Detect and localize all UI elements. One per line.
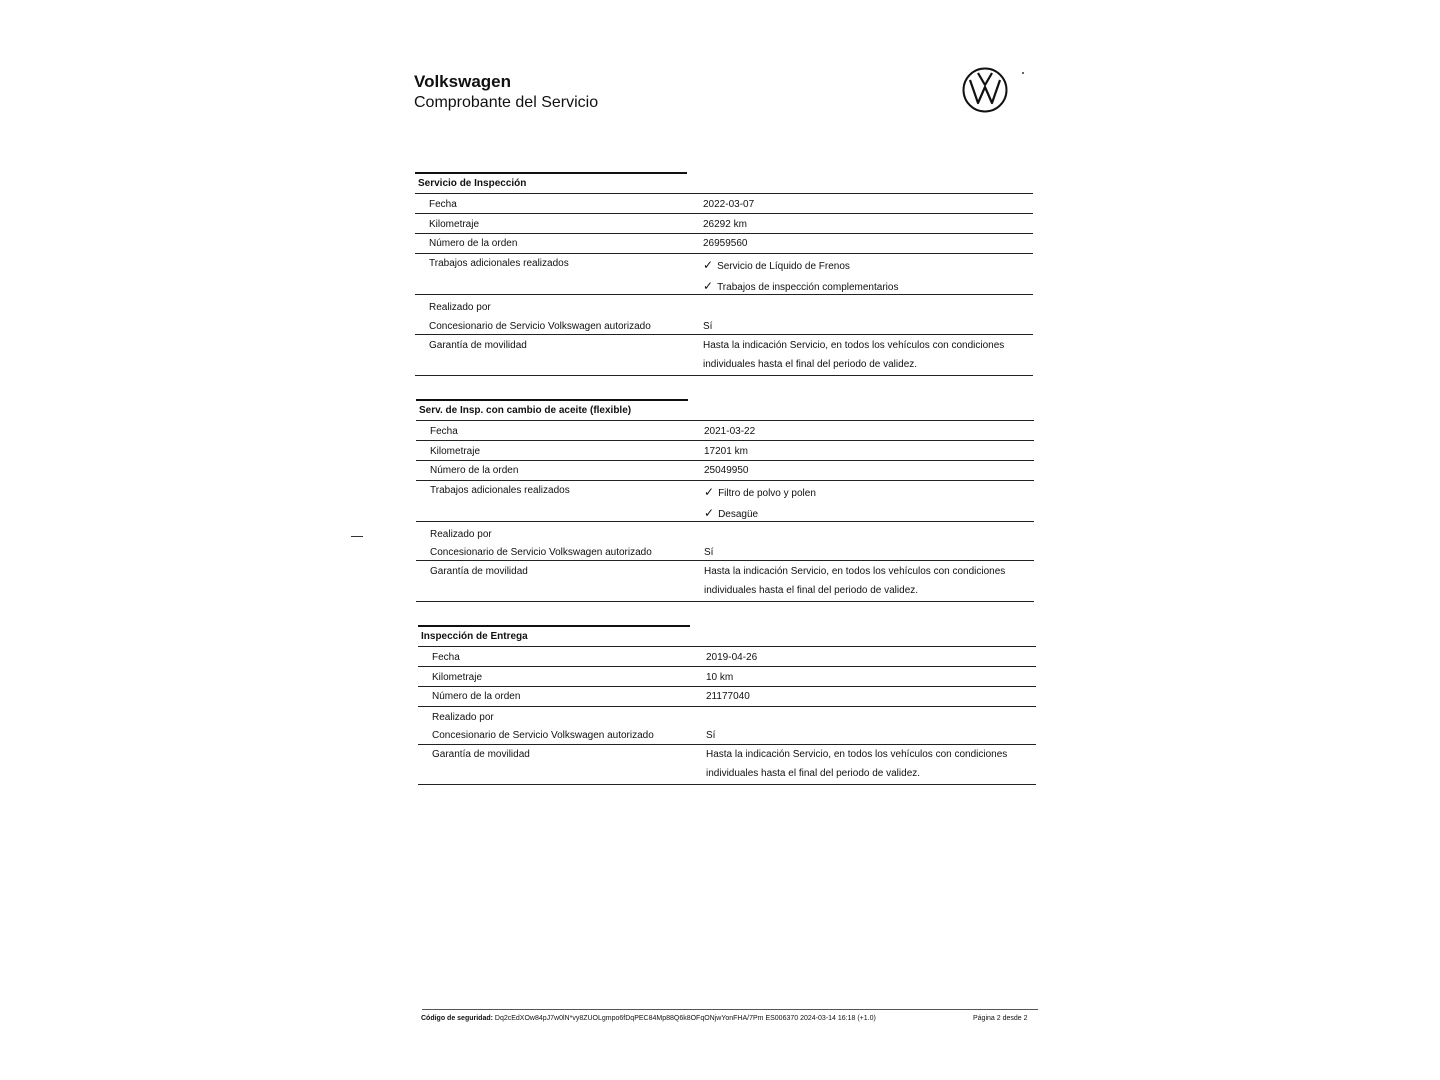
- orden-label: Número de la orden: [430, 465, 519, 476]
- fecha-label: Fecha: [432, 652, 460, 663]
- garantia-value: Hasta la indicación Servicio, en todos los vehículos con condiciones: [704, 566, 1006, 577]
- orden-value: 21177040: [706, 691, 750, 702]
- concesionario-value: Sí: [706, 730, 716, 741]
- section-bar: [418, 625, 690, 627]
- section-title: Inspección de Entrega: [421, 631, 528, 642]
- trabajos-label: Trabajos adicionales realizados: [429, 258, 569, 269]
- garantia-value: Hasta la indicación Servicio, en todos los vehículos con condiciones: [703, 340, 1005, 351]
- garantia-label: Garantía de movilidad: [429, 340, 527, 351]
- section-bar: [416, 399, 688, 401]
- km-label: Kilometraje: [432, 672, 483, 683]
- km-label: Kilometraje: [429, 219, 480, 230]
- security-code: Dq2cEdXOw84pJ7w0lN*vy8ZUOLgmpo6fDqPEC84Mp88Q6k8OFqONjwYonFHA/7Pm: [494, 1015, 764, 1022]
- trabajo-item: ✓ Trabajos de inspección complementarios: [703, 279, 899, 293]
- trabajo-item: ✓ Desagüe: [704, 506, 759, 520]
- orden-value: 25049950: [704, 465, 749, 476]
- scan-mark: [1022, 72, 1024, 74]
- concesionario-label: Concesionario de Servicio Volkswagen autorizado: [432, 730, 654, 741]
- checkmark-icon: ✓: [703, 258, 714, 272]
- margin-mark: [351, 536, 363, 537]
- page-number: Página 2 desde 2: [973, 1015, 1028, 1022]
- timestamp: 2024-03-14 16:18 (+1.0): [800, 1015, 876, 1022]
- fecha-value: 2021-03-22: [704, 426, 756, 437]
- trabajo-item: ✓ Servicio de Líquido de Frenos: [703, 258, 850, 272]
- realizado-label: Realizado por: [432, 712, 494, 723]
- km-value: 17201 km: [704, 446, 748, 457]
- security-code-line: [421, 1015, 876, 1022]
- realizado-label: Realizado por: [430, 529, 492, 540]
- security-label: Código de seguridad:: [421, 1015, 493, 1022]
- garantia-value: Hasta la indicación Servicio, en todos los vehículos con condiciones: [706, 749, 1008, 760]
- km-value: 26292 km: [703, 219, 747, 230]
- garantia-value-cont: individuales hasta el final del periodo de validez.: [704, 585, 919, 596]
- document-id: ES006370: [765, 1015, 799, 1022]
- checkmark-icon: ✓: [703, 279, 714, 293]
- checkmark-icon: ✓: [704, 506, 715, 520]
- garantia-value-cont: individuales hasta el final del periodo de validez.: [703, 359, 918, 370]
- vw-logo: [962, 67, 1008, 113]
- concesionario-label: Concesionario de Servicio Volkswagen autorizado: [430, 547, 652, 558]
- orden-value: 26959560: [703, 238, 748, 249]
- fecha-label: Fecha: [429, 199, 457, 210]
- garantia-label: Garantía de movilidad: [432, 749, 530, 760]
- orden-label: Número de la orden: [429, 238, 518, 249]
- footer-rule: [422, 1009, 1038, 1010]
- trabajos-label: Trabajos adicionales realizados: [430, 485, 570, 496]
- concesionario-value: Sí: [704, 547, 714, 558]
- km-label: Kilometraje: [430, 446, 481, 457]
- fecha-value: 2022-03-07: [703, 199, 755, 210]
- checkmark-icon: ✓: [704, 485, 715, 499]
- fecha-value: 2019-04-26: [706, 652, 758, 663]
- realizado-label: Realizado por: [429, 302, 491, 313]
- fecha-label: Fecha: [430, 426, 458, 437]
- concesionario-value: Sí: [703, 321, 713, 332]
- orden-label: Número de la orden: [432, 691, 521, 702]
- concesionario-label: Concesionario de Servicio Volkswagen autorizado: [429, 321, 651, 332]
- section-bar: [415, 172, 687, 174]
- garantia-label: Garantía de movilidad: [430, 566, 528, 577]
- garantia-value-cont: individuales hasta el final del periodo de validez.: [706, 768, 921, 779]
- section-title: Serv. de Insp. con cambio de aceite (flexible): [419, 405, 632, 416]
- section-title: Servicio de Inspección: [418, 178, 527, 189]
- trabajo-item: ✓ Filtro de polvo y polen: [704, 485, 816, 499]
- km-value: 10 km: [706, 672, 734, 683]
- document-subtitle: Comprobante del Servicio: [414, 94, 599, 111]
- brand-name: Volkswagen: [414, 72, 511, 91]
